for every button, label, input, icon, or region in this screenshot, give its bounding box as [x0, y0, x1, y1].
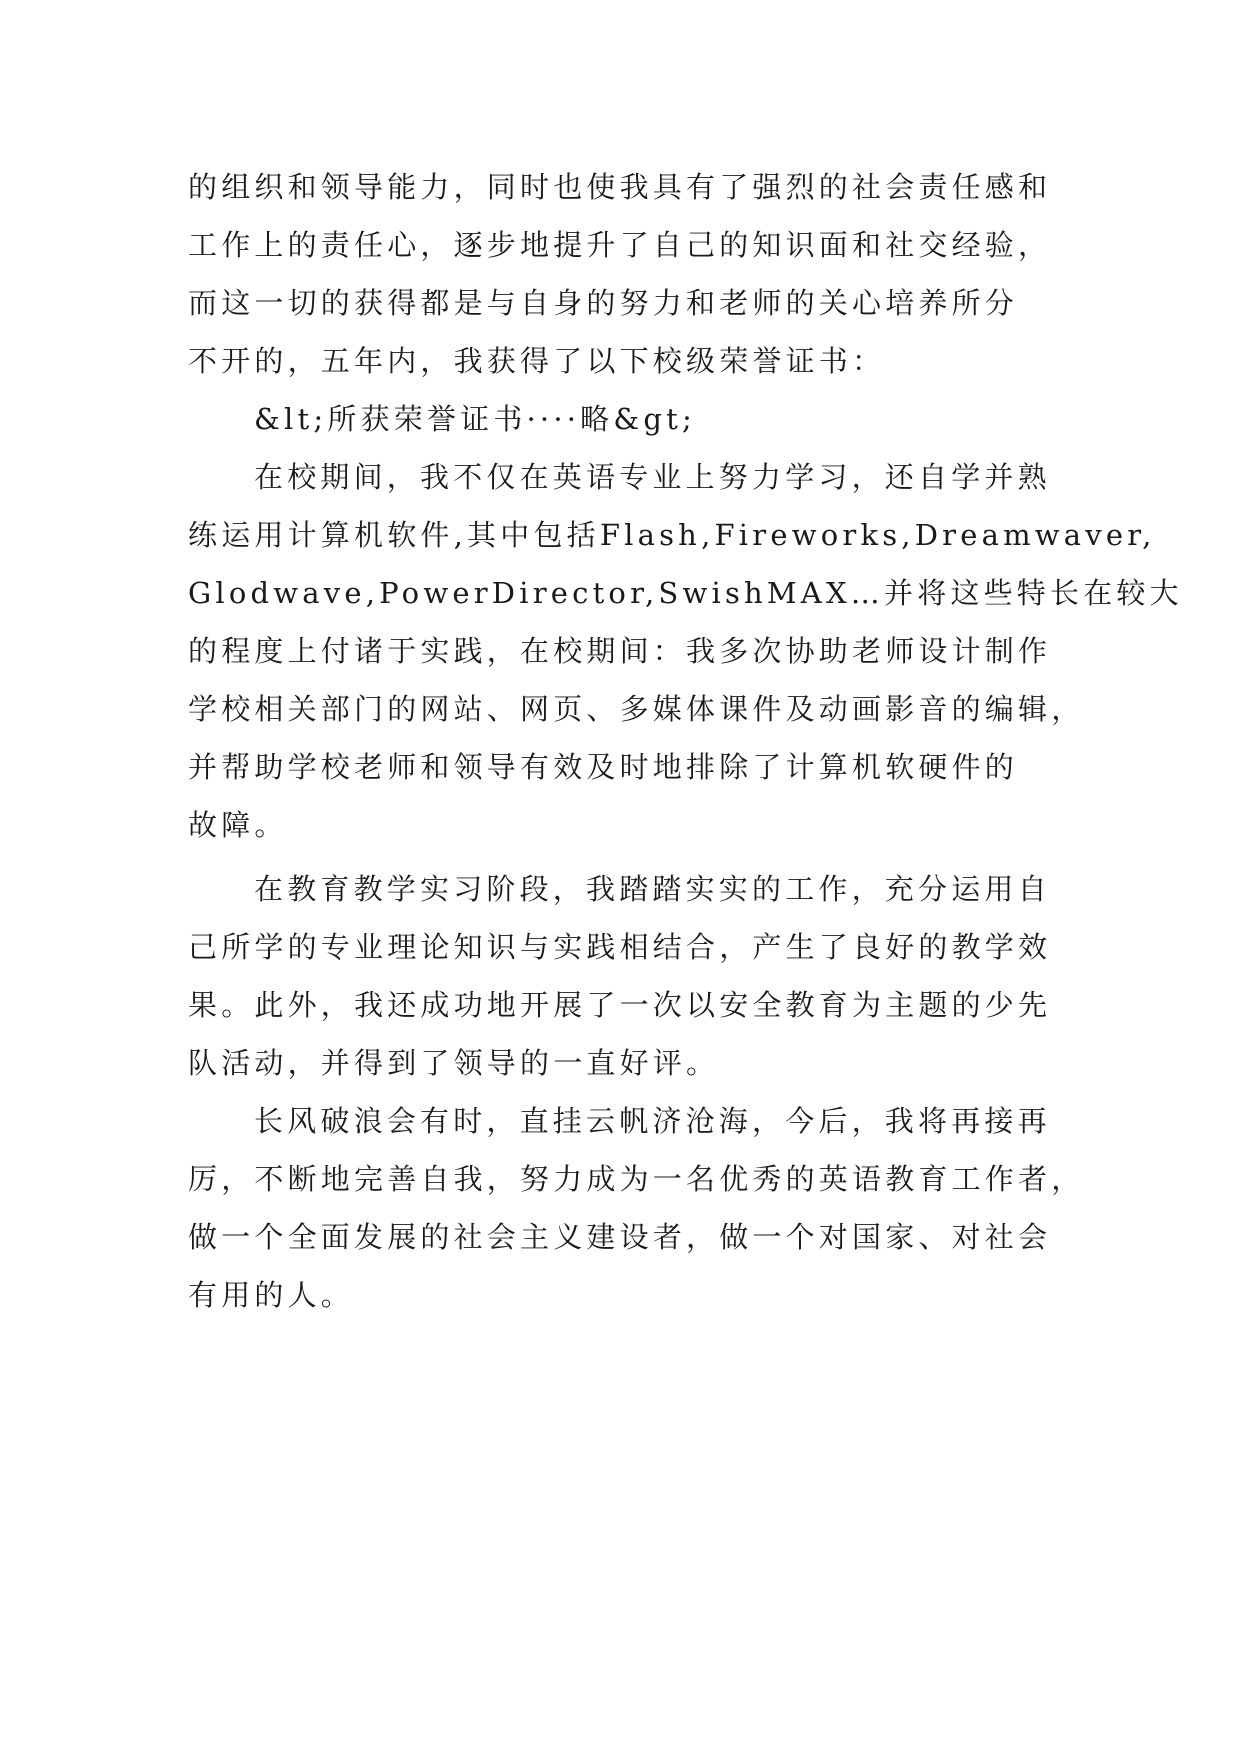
document-body — [188, 158, 1183, 1324]
text-line: 果。此外，我还成功地开展了一次以安全教育为主题的少先 — [188, 988, 1052, 1022]
text-line: 在校期间，我不仅在英语专业上努力学习，还自学并熟 — [254, 460, 1051, 494]
text-line: 队活动，并得到了领导的一直好评。 — [188, 1046, 720, 1080]
text-line: 工作上的责任心，逐步地提升了自己的知识面和社交经验， — [188, 228, 1052, 262]
text-line: 厉，不断地完善自我，努力成为一名优秀的英语教育工作者， — [188, 1162, 1085, 1196]
text-line: 而这一切的获得都是与自身的努力和老师的关心培养所分 — [188, 286, 1019, 320]
text-line: 己所学的专业理论知识与实践相结合，产生了良好的教学效 — [188, 930, 1052, 964]
paragraph — [188, 860, 1058, 1092]
text-line: 故障。 — [188, 808, 288, 842]
paragraph — [188, 448, 1183, 854]
text-line: 做一个全面发展的社会主义建设者，做一个对国家、对社会 — [188, 1220, 1052, 1254]
text-line: 并帮助学校老师和领导有效及时地排除了计算机软硬件的 — [188, 750, 1019, 784]
paragraph — [188, 390, 1058, 448]
text-line: 长风破浪会有时，直挂云帆济沧海，今后，我将再接再 — [254, 1104, 1051, 1138]
text-line: 的程度上付诸于实践，在校期间：我多次协助老师设计制作 — [188, 634, 1052, 668]
text-line: 不开的，五年内，我获得了以下校级荣誉证书： — [188, 344, 886, 378]
text-line: 学校相关部门的网站、网页、多媒体课件及动画影音的编辑， — [188, 692, 1085, 726]
text-line: 在教育教学实习阶段，我踏踏实实的工作，充分运用自 — [254, 872, 1051, 906]
paragraph — [188, 1092, 1085, 1324]
text-line: &lt;所获荣誉证书····略&gt; — [254, 402, 696, 436]
text-line: 练运用计算机软件,其中包括Flash,Fireworks,Dreamwaver, — [188, 518, 1156, 552]
text-line: Glodwave,PowerDirector,SwishMAX…并将这些特长在较大 — [188, 576, 1183, 610]
paragraph — [188, 158, 1058, 390]
text-line: 有用的人。 — [188, 1278, 355, 1312]
text-line: 的组织和领导能力，同时也使我具有了强烈的社会责任感和 — [188, 170, 1052, 204]
